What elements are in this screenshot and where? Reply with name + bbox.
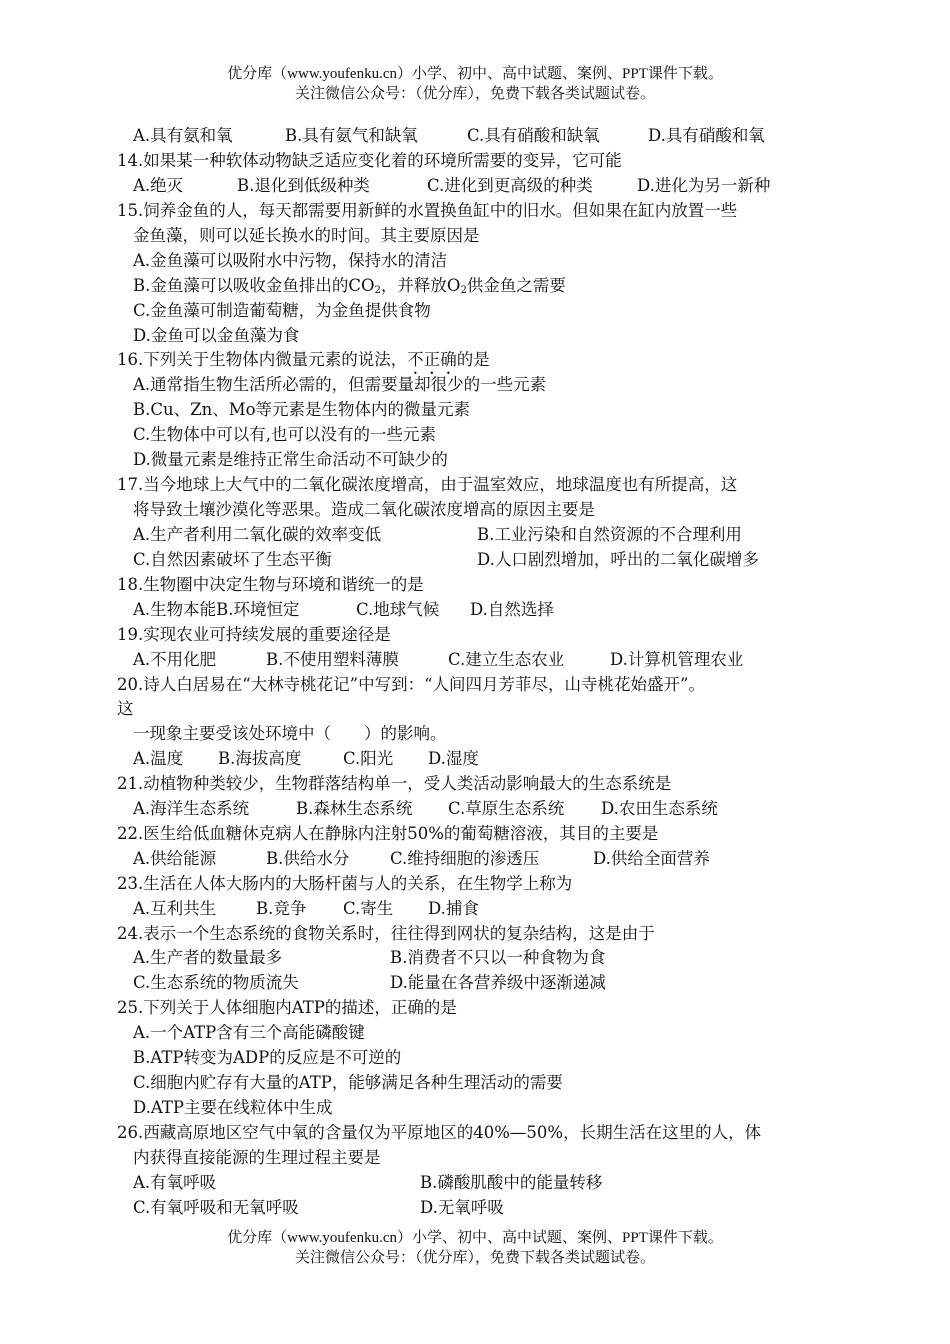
option-text: D.无氧呼吸 bbox=[420, 1198, 504, 1217]
option-text: B.Cu、Zn、Mo等元素是生物体内的微量元素 bbox=[133, 400, 471, 419]
option-text: D.人口剧烈增加，呼出的二氧化碳增多 bbox=[477, 550, 759, 569]
question-stem: 17.当今地球上大气中的二氧化碳浓度增高，由于温室效应，地球温度也有所提高，这 bbox=[117, 475, 738, 494]
option-text: A.金鱼藻可以吸附水中污物，保持水的清洁 bbox=[133, 251, 448, 270]
question-stem: 20.诗人白居易在“大林寺桃花记”中写到：“人间四月芳菲尽，山寺桃花始盛开”。 bbox=[117, 675, 705, 694]
option-text: C.金鱼藻可制造葡萄糖，为金鱼提供食物 bbox=[133, 301, 431, 320]
option-text: C.进化到更高级的种类 bbox=[427, 176, 593, 195]
option-text: D.自然选择 bbox=[470, 600, 554, 619]
question-stem: 19.实现农业可持续发展的重要途径是 bbox=[117, 625, 391, 644]
option-text: A.生产者利用二氧化碳的效率变低 bbox=[133, 525, 382, 544]
option-text: D.金鱼可以金鱼藻为食 bbox=[133, 326, 300, 345]
question-stem: 23.生活在人体大肠内的大肠杆菌与人的关系，在生物学上称为 bbox=[117, 874, 573, 893]
option-text: D.ATP主要在线粒体中生成 bbox=[133, 1098, 333, 1117]
question-stem: 14.如果某一种软体动物缺乏适应变化着的环境所需要的变异，它可能 bbox=[117, 151, 622, 170]
option-text: A.不用化肥 bbox=[133, 650, 217, 669]
question-stem-cont: 金鱼藻，则可以延长换水的时间。其主要原因是 bbox=[133, 226, 480, 245]
option-text: C.自然因素破坏了生态平衡 bbox=[133, 550, 332, 569]
option-text: C.草原生态系统 bbox=[448, 799, 565, 818]
option-text: A.有氧呼吸 bbox=[133, 1173, 217, 1192]
question-stem-cont: 将导致土壤沙漠化等恶果。造成二氧化碳浓度增高的原因主要是 bbox=[133, 500, 595, 519]
option-text: B.具有氨气和缺氧 bbox=[285, 126, 418, 145]
option-text: C.细胞内贮存有大量的ATP，能够满足各种生理活动的需要 bbox=[133, 1073, 563, 1092]
question-stem: 18.生物圈中决定生物与环境和谐统一的是 bbox=[117, 575, 424, 594]
option-text: C.生态系统的物质流失 bbox=[133, 973, 299, 992]
header-line-2: 关注微信公众号：（优分库），免费下载各类试题试卷。 bbox=[294, 86, 655, 102]
option-text: C.具有硝酸和缺氧 bbox=[467, 126, 600, 145]
header-line-1: 优分库（www.youfenku.cn）小学、初中、高中试题、案例、PPT课件下载。 bbox=[227, 66, 723, 82]
option-text: B.ATP转变为ADP的反应是不可逆的 bbox=[133, 1048, 402, 1067]
option-text: B.消费者不只以一种食物为食 bbox=[390, 948, 606, 967]
option-text: A.温度 bbox=[133, 749, 184, 768]
option-text: A.互利共生 bbox=[133, 899, 217, 918]
page-header bbox=[0, 64, 950, 104]
option-text: B.磷酸肌酸中的能量转移 bbox=[420, 1173, 603, 1192]
option-text: C.维持细胞的渗透压 bbox=[390, 849, 540, 868]
question-stem: 26.西藏高原地区空气中氧的含量仅为平原地区的40%—50%，长期生活在这里的人，体 bbox=[117, 1123, 762, 1142]
option-text: B.不使用塑料薄膜 bbox=[266, 650, 399, 669]
option-text: D.具有硝酸和氧 bbox=[648, 126, 765, 145]
option-text: C.阳光 bbox=[343, 749, 394, 768]
question-stem: 21.动植物种类较少，生物群落结构单一，受人类活动影响最大的生态系统是 bbox=[117, 774, 672, 793]
option-text: C.地球气候 bbox=[356, 600, 440, 619]
option-text: A.供给能源 bbox=[133, 849, 217, 868]
option-text: C.建立生态农业 bbox=[448, 650, 565, 669]
option-text: A.一个ATP含有三个高能磷酸键 bbox=[133, 1023, 365, 1042]
footer-line-1: 优分库（www.youfenku.cn）小学、初中、高中试题、案例、PPT课件下载。 bbox=[227, 1230, 723, 1246]
question-stem: 25.下列关于人体细胞内ATP的描述，正确的是 bbox=[117, 998, 457, 1017]
option-text: A.具有氨和氧 bbox=[133, 126, 233, 145]
option-text: B.森林生态系统 bbox=[296, 799, 413, 818]
option-text: C.有氧呼吸和无氧呼吸 bbox=[133, 1198, 299, 1217]
option-text: C.寄生 bbox=[343, 899, 394, 918]
option-text: D.捕食 bbox=[428, 899, 479, 918]
option-text: D.供给全面营养 bbox=[593, 849, 710, 868]
option-text: D.计算机管理农业 bbox=[610, 650, 744, 669]
option-text: D.进化为另一新种 bbox=[637, 176, 771, 195]
option-text: A.通常指生物生活所必需的，但需要量却很少的一些元素 bbox=[133, 375, 547, 394]
option-text: D.湿度 bbox=[428, 749, 479, 768]
question-stem-cont: 这 bbox=[117, 699, 134, 718]
option-text: A.海洋生态系统 bbox=[133, 799, 250, 818]
footer-line-2: 关注微信公众号：（优分库），免费下载各类试题试卷。 bbox=[294, 1250, 655, 1266]
option-text: B.竞争 bbox=[256, 899, 307, 918]
option-text: D.农田生态系统 bbox=[601, 799, 718, 818]
question-stem: 24.表示一个生态系统的食物关系时，往往得到网状的复杂结构，这是由于 bbox=[117, 924, 655, 943]
option-text: A.生产者的数量最多 bbox=[133, 948, 283, 967]
option-text: B.工业污染和自然资源的不合理利用 bbox=[477, 525, 742, 544]
page-footer bbox=[0, 1228, 950, 1268]
option-text: D.能量在各营养级中逐渐递减 bbox=[390, 973, 606, 992]
option-text: B.供给水分 bbox=[266, 849, 350, 868]
option-text: A.绝灭 bbox=[133, 176, 184, 195]
question-stem-cont: 一现象主要受该处环境中（ ）的影响。 bbox=[133, 724, 447, 743]
option-text: C.生物体中可以有,也可以没有的一些元素 bbox=[133, 425, 437, 444]
question-stem-cont: 内获得直接能源的生理过程主要是 bbox=[133, 1148, 381, 1167]
emphasis-text: 不正确 bbox=[407, 350, 457, 369]
option-text: B.金鱼藻可以吸收金鱼排出的$CO_2$，并释放$O_2$供金鱼之需要 bbox=[133, 276, 566, 296]
option-text: D.微量元素是维持正常生命活动不可缺少的 bbox=[133, 450, 448, 469]
question-stem: 22.医生给低血糖休克病人在静脉内注射50%的葡萄糖溶液，其目的主要是 bbox=[117, 824, 659, 843]
question-stem: 16.下列关于生物体内微量元素的说法，不正确的是 bbox=[117, 350, 490, 369]
option-text: B.退化到低级种类 bbox=[237, 176, 370, 195]
option-text: B.海拔高度 bbox=[218, 749, 302, 768]
option-text: A.生物本能B.环境恒定 bbox=[133, 600, 300, 619]
question-stem: 15.饲养金鱼的人，每天都需要用新鲜的水置换鱼缸中的旧水。但如果在缸内放置一些 bbox=[117, 201, 738, 220]
